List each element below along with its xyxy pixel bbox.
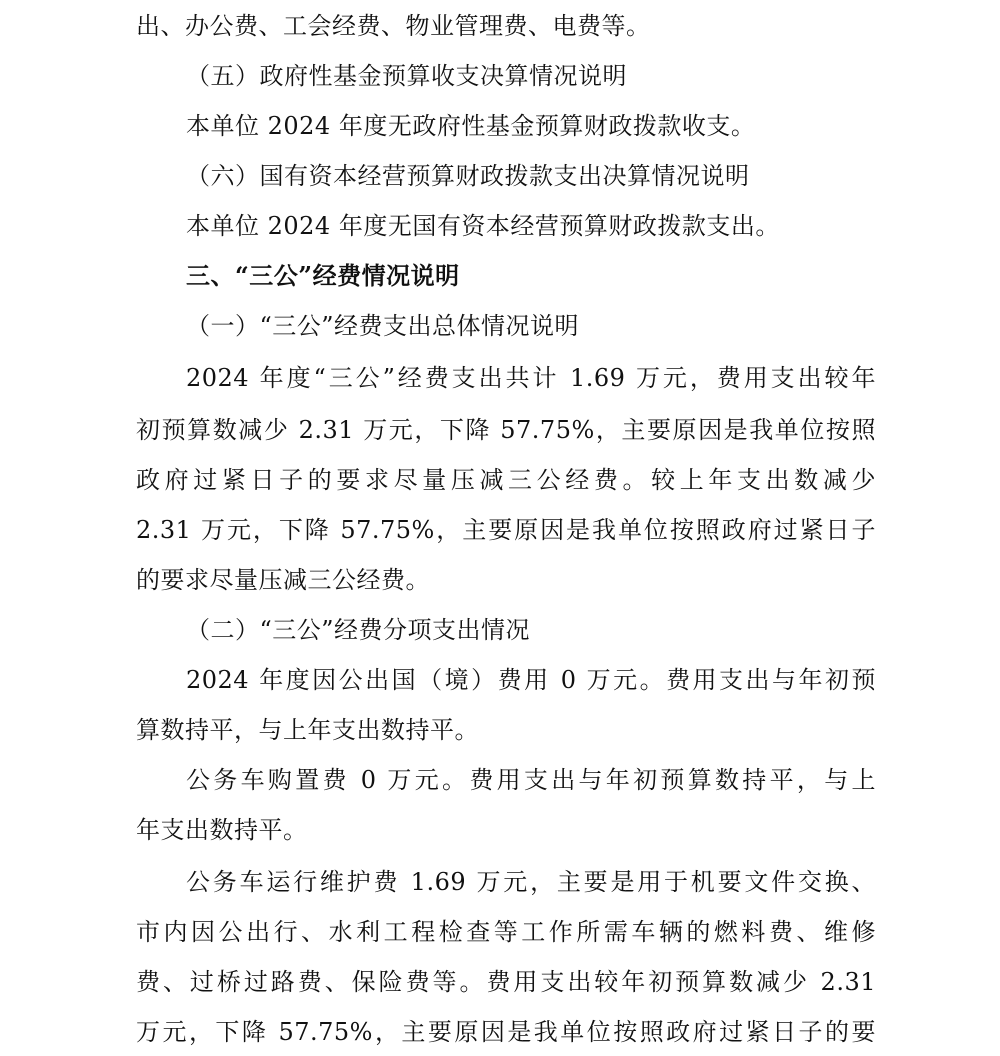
paragraph-line: 算数持平，与上年支出数持平。 <box>136 716 479 744</box>
paragraph-line: 市内因公出行、水利工程检查等工作所需车辆的燃料费、维修 <box>136 918 876 946</box>
paragraph-line: 初预算数减少 2.31 万元，下降 57.75%，主要原因是我单位按照 <box>136 416 876 444</box>
paragraph-line: 本单位 2024 年度无国有资本经营预算财政拨款支出。 <box>186 212 780 240</box>
paragraph-line: 出、办公费、工会经费、物业管理费、电费等。 <box>136 12 651 40</box>
section-heading: （五）政府性基金预算收支决算情况说明 <box>186 62 627 90</box>
section-heading: （一）“三公”经费支出总体情况说明 <box>186 312 580 340</box>
paragraph-line: 万元，下降 57.75%，主要原因是我单位按照政府过紧日子的要 <box>136 1018 876 1046</box>
section-heading: （六）国有资本经营预算财政拨款支出决算情况说明 <box>186 162 750 190</box>
paragraph-line: 2024 年度“三公”经费支出共计 1.69 万元，费用支出较年 <box>186 364 876 392</box>
paragraph-line: 的要求尽量压减三公经费。 <box>136 566 430 594</box>
chapter-heading: 三、“三公”经费情况说明 <box>186 261 460 290</box>
paragraph-line: 费、过桥过路费、保险费等。费用支出较年初预算数减少 2.31 <box>136 968 876 996</box>
paragraph-line: 公务车运行维护费 1.69 万元，主要是用于机要文件交换、 <box>186 868 876 896</box>
paragraph-line: 2.31 万元，下降 57.75%，主要原因是我单位按照政府过紧日子 <box>136 516 876 544</box>
paragraph-line: 2024 年度因公出国（境）费用 0 万元。费用支出与年初预 <box>186 666 876 694</box>
paragraph-line: 公务车购置费 0 万元。费用支出与年初预算数持平，与上 <box>186 766 876 794</box>
paragraph-line: 政府过紧日子的要求尽量压减三公经费。较上年支出数减少 <box>136 466 876 494</box>
paragraph-line: 本单位 2024 年度无政府性基金预算财政拨款收支。 <box>186 112 756 140</box>
section-heading: （二）“三公”经费分项支出情况 <box>186 616 531 644</box>
paragraph-line: 年支出数持平。 <box>136 816 308 844</box>
